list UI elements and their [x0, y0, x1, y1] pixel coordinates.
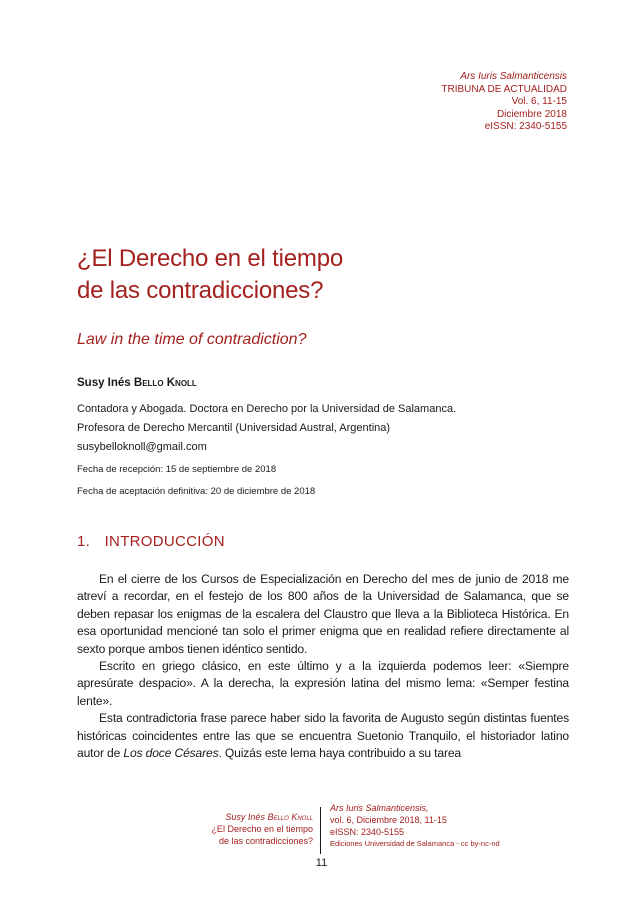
- footer-title-line1: ¿El Derecho en el tiempo: [211, 824, 313, 834]
- footer-journal: Ars Iuris Salmanticensis,: [330, 803, 429, 813]
- article-title-line1: ¿El Derecho en el tiempo: [77, 245, 343, 272]
- paragraph-text: Esta contradictoria frase parece haber sido la favorita de Augusto según distintas fuentes históricas coincidentes entre las que se encuentra Suetonio Tranquilo, el historiador latino autor de: [77, 711, 569, 761]
- accepted-date: Fecha de aceptación definitiva: 20 de diciembre de 2018: [77, 486, 316, 497]
- paragraph: En el cierre de los Cursos de Especialización en Derecho del mes de junio de 2018 me atreví a recordar, en el festejo de los 800 años de la Universidad de Salamanca, que se deben repasar los enigmas de la escalera del Claustro que lleva a la Biblioteca Histórica. En esa oportunidad mencioné tan solo el primer enigma que en realidad refiere directamente al sexto porque ambos tienen idéntico sentido.: [77, 572, 569, 656]
- footer-author: [211, 811, 313, 823]
- footer-left: [211, 811, 313, 847]
- journal-volume: Vol. 6, 11-15: [511, 96, 567, 107]
- journal-header: [441, 71, 567, 134]
- article-subtitle: Law in the time of contradiction?: [77, 331, 307, 348]
- author-surname: Bello Knoll: [133, 377, 197, 389]
- affiliation-line: Profesora de Derecho Mercantil (Universidad Austral, Argentina): [77, 422, 391, 434]
- author-name: [77, 377, 197, 389]
- journal-issn: eISSN: 2340-5155: [484, 121, 567, 132]
- author-email: susybelloknoll@gmail.com: [77, 441, 207, 453]
- footer-author-given: Susy Inés: [225, 812, 265, 822]
- footer-issn: eISSN: 2340-5155: [330, 827, 405, 837]
- article-title: [77, 243, 343, 307]
- journal-date: Diciembre 2018: [496, 108, 567, 120]
- received-date: Fecha de recepción: 15 de septiembre de 2018: [77, 464, 277, 475]
- footer-title-line2: de las contradicciones?: [218, 836, 313, 846]
- section-title: INTRODUCCIÓN: [104, 533, 225, 550]
- section-heading: [77, 533, 225, 550]
- footer-right: [330, 802, 500, 850]
- book-title: Los doce Césares: [123, 746, 219, 761]
- footer-author-surname: Bello Knoll: [267, 812, 313, 822]
- section-number: 1.: [77, 533, 91, 550]
- article-title-line2: de las contradicciones?: [77, 277, 324, 304]
- footer-divider: [320, 807, 321, 854]
- paragraph: Escrito en griego clásico, en este último y a la izquierda podemos leer: «Siempre apresúrate despacio». A la derecha, la expresión latina del mismo lema: «Semper festina lente».: [77, 659, 569, 708]
- author-given-name: Susy Inés: [77, 377, 131, 389]
- paragraph-text: . Quizás este lema haya contribuido a su tarea: [218, 746, 461, 761]
- author-affiliation: [77, 400, 456, 457]
- body-text: [77, 571, 569, 762]
- journal-name: Ars Iuris Salmanticensis: [460, 71, 567, 82]
- page-number: 11: [315, 857, 328, 869]
- journal-section: TRIBUNA DE ACTUALIDAD: [441, 83, 567, 95]
- footer-publisher: Ediciones Universidad de Salamanca - cc by-nc-nd: [330, 839, 500, 848]
- article-dates: [77, 459, 315, 503]
- paragraph: [77, 710, 569, 762]
- affiliation-line: Contadora y Abogada. Doctora en Derecho por la Universidad de Salamanca.: [77, 403, 457, 415]
- footer-volume: vol. 6, Diciembre 2018, 11-15: [330, 815, 447, 825]
